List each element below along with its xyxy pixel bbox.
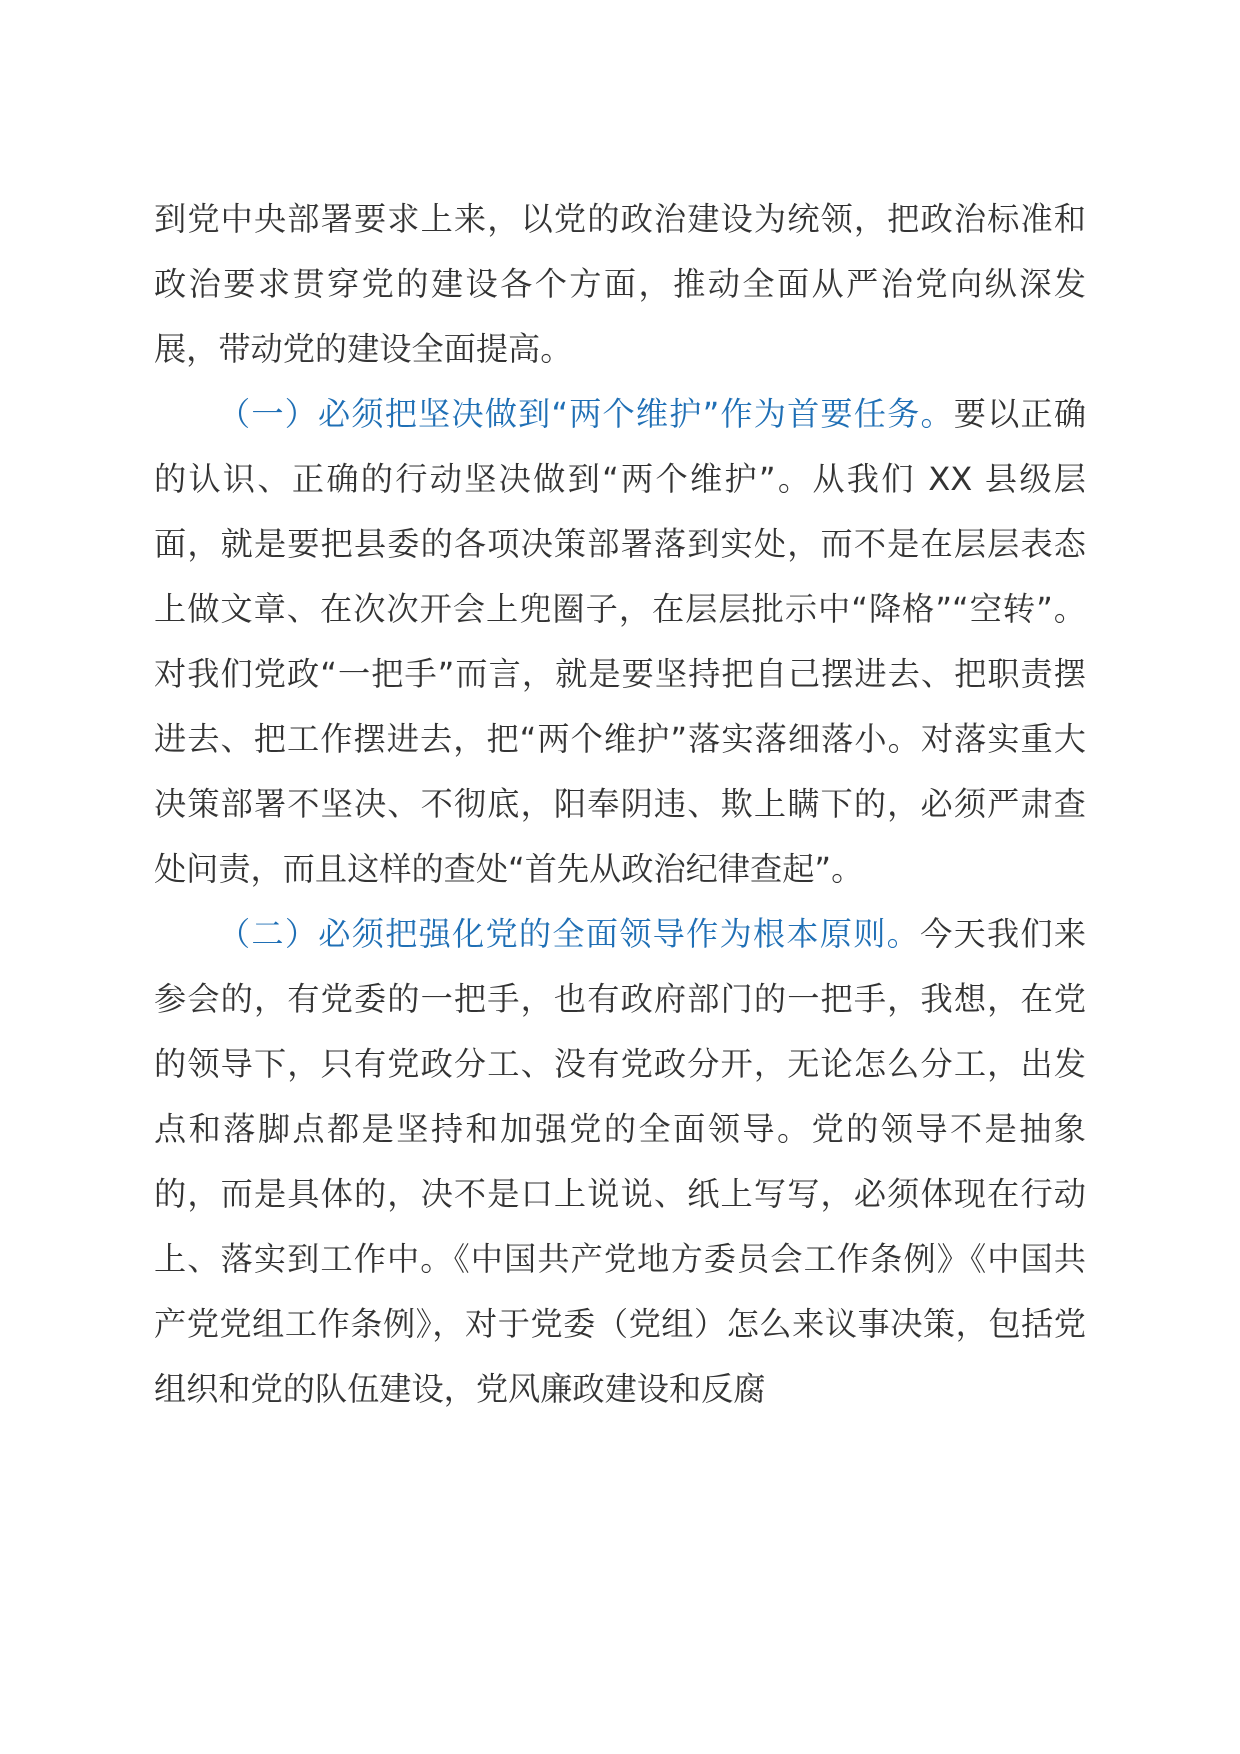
paragraph-text: 今天我们来参会的，有党委的一把手，也有政府部门的一把手，我想，在党的领导下，只有党政分工、没有党政分开，无论怎么分工，出发点和落脚点都是坚持和加强党的全面领导。党的领导不是抽象的，而是具体的，决不是口上说说、纸上写写，必须体现在行动上、落实到工作中。《中国共产党地方委员会工作条例》《中国共产党党组工作条例》，对于党委（党组）怎么来议事决策，包括党组织和党的队伍建设，党风廉政建设和反腐 — [154, 915, 1087, 1408]
paragraph-text: 到党中央部署要求上来，以党的政治建设为统领，把政治标准和政治要求贯穿党的建设各个方面，推动全面从严治党向纵深发展，带动党的建设全面提高。 — [154, 200, 1086, 368]
section-heading-1: （一）必须把坚决做到“两个维护”作为首要任务。 — [218, 395, 954, 433]
section-heading-2: （二）必须把强化党的全面领导作为根本原则。 — [218, 915, 921, 953]
paragraph-text: 要以正确的认识、正确的行动坚决做到“两个维护”。从我们 XX 县级层面，就是要把县委的各项决策部署落到实处，而不是在层层表态上做文章、在次次开会上兜圈子，在层层批示中“降格”“空转”。对我们党政“一把手”而言，就是要坚持把自己摆进去、把职责摆进去、把工作摆进去，把“两个维护”落实落细落小。对落实重大决策部署不坚决、不彻底，阳奉阴违、欺上瞒下的，必须严肃查处问责，而且这样的查处“首先从政治纪律查起”。 — [154, 395, 1087, 888]
document-body — [154, 187, 1086, 1422]
paragraph-continuation — [154, 187, 1086, 382]
paragraph-section-1 — [154, 382, 1086, 902]
paragraph-section-2 — [154, 902, 1086, 1422]
